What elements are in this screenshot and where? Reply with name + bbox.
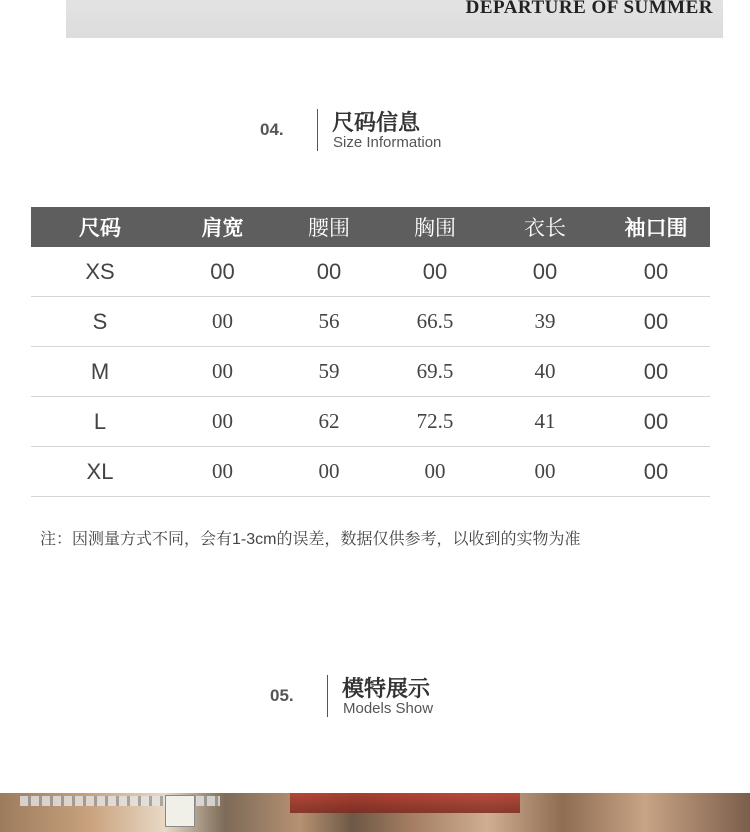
- section-title-cn: 尺码信息: [332, 110, 421, 135]
- cell-chest: 66.5: [382, 297, 488, 347]
- cell-chest: 00: [382, 447, 488, 497]
- header-cuff: 袖口围: [602, 207, 710, 247]
- section-divider: [327, 675, 328, 717]
- top-banner-image: [66, 0, 723, 38]
- section-title-en: Size Information: [333, 134, 442, 151]
- cell-chest: 72.5: [382, 397, 488, 447]
- cell-length: 40: [488, 347, 602, 397]
- cell-shoulder: 00: [169, 297, 276, 347]
- photo-roof-shape: [290, 793, 520, 813]
- cell-shoulder: 00: [169, 247, 276, 297]
- cell-shoulder: 00: [169, 347, 276, 397]
- cell-cuff: 00: [602, 447, 710, 497]
- section-number: 04.: [260, 120, 284, 139]
- cell-length: 41: [488, 397, 602, 447]
- cell-shoulder: 00: [169, 397, 276, 447]
- cell-size: XS: [31, 247, 169, 297]
- models-section-header: [270, 672, 490, 722]
- size-table: [31, 207, 710, 497]
- header-shoulder: 肩宽: [169, 207, 276, 247]
- cell-size: M: [31, 347, 169, 397]
- size-section-header: [260, 106, 480, 156]
- photo-sign-shape: [165, 795, 195, 827]
- table-row: [31, 247, 710, 297]
- cell-size: XL: [31, 447, 169, 497]
- banner-text: DEPARTURE OF SUMMER: [465, 0, 713, 18]
- measurement-note: 注：因测量方式不同，会有1-3cm的误差，数据仅供参考，以收到的实物为准: [40, 531, 581, 548]
- cell-length: 00: [488, 247, 602, 297]
- cell-shoulder: 00: [169, 447, 276, 497]
- cell-cuff: 00: [602, 297, 710, 347]
- cell-cuff: 00: [602, 397, 710, 447]
- section-title-cn: 模特展示: [342, 676, 431, 701]
- model-photo: [0, 793, 750, 832]
- section-title-en: Models Show: [343, 700, 434, 717]
- cell-size: S: [31, 297, 169, 347]
- header-size: 尺码: [31, 207, 169, 247]
- header-chest: 胸围: [382, 207, 488, 247]
- table-header-row: [31, 207, 710, 247]
- cell-size: L: [31, 397, 169, 447]
- cell-chest: 00: [382, 247, 488, 297]
- table-row: [31, 447, 710, 497]
- cell-length: 39: [488, 297, 602, 347]
- cell-length: 00: [488, 447, 602, 497]
- table-row: [31, 397, 710, 447]
- table-row: [31, 297, 710, 347]
- cell-cuff: 00: [602, 247, 710, 297]
- cell-waist: 62: [276, 397, 382, 447]
- header-length: 衣长: [488, 207, 602, 247]
- cell-waist: 00: [276, 447, 382, 497]
- cell-cuff: 00: [602, 347, 710, 397]
- header-waist: 腰围: [276, 207, 382, 247]
- cell-waist: 59: [276, 347, 382, 397]
- cell-waist: 00: [276, 247, 382, 297]
- section-divider: [317, 109, 318, 151]
- cell-chest: 69.5: [382, 347, 488, 397]
- table-row: [31, 347, 710, 397]
- section-number: 05.: [270, 686, 294, 705]
- cell-waist: 56: [276, 297, 382, 347]
